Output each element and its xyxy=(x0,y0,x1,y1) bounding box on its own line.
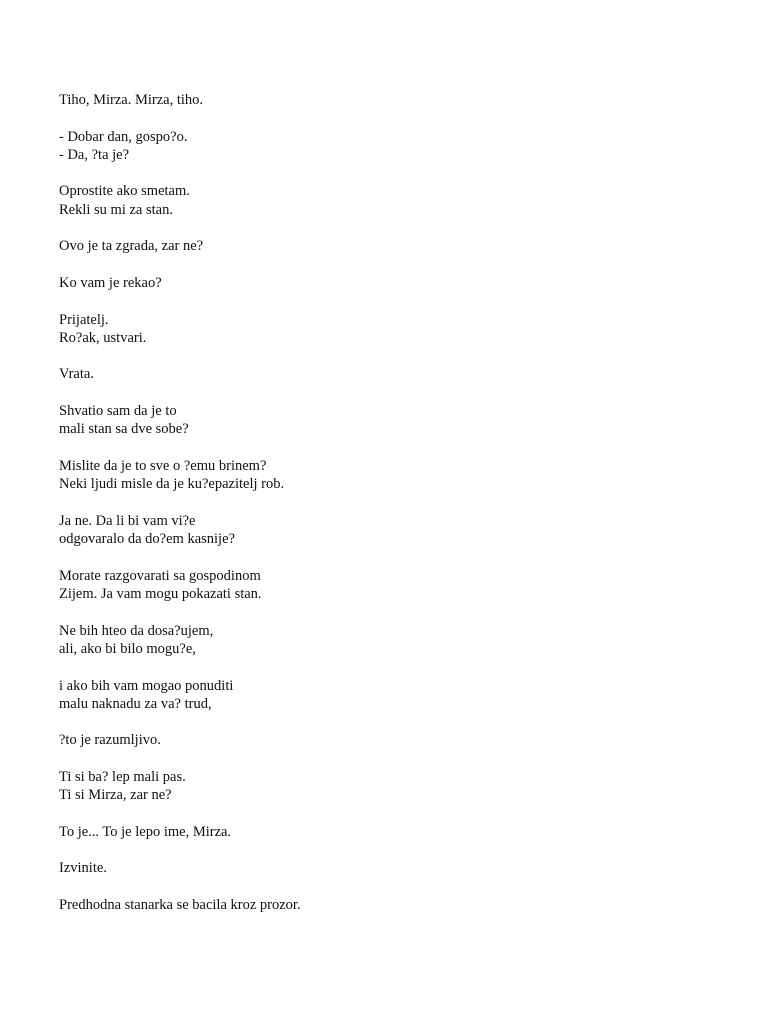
paragraph xyxy=(59,622,719,659)
paragraph xyxy=(59,677,719,714)
text-line: Izvinite. xyxy=(59,860,107,877)
text-line: Mislite da je to sve o ?emu brinem? xyxy=(59,457,267,474)
text-line: - Dobar dan, gospo?o. xyxy=(59,128,188,145)
paragraph xyxy=(59,182,719,219)
text-line: Ovo je ta zgrada, zar ne? xyxy=(59,238,204,255)
paragraph xyxy=(59,731,719,749)
paragraph xyxy=(59,274,719,292)
paragraph xyxy=(59,768,719,805)
text-line: Ti si Mirza, zar ne? xyxy=(59,787,172,804)
paragraph xyxy=(59,91,719,109)
paragraph xyxy=(59,402,719,439)
text-line: Rekli su mi za stan. xyxy=(59,201,173,218)
text-line: Morate razgovarati sa gospodinom xyxy=(59,567,261,584)
text-line: Ti si ba? lep mali pas. xyxy=(59,768,186,785)
text-line: ?to je razumljivo. xyxy=(59,732,161,749)
text-line: Neki ljudi misle da je ku?epazitelj rob. xyxy=(59,476,285,493)
text-line: ali, ako bi bilo mogu?e, xyxy=(59,640,196,657)
paragraph xyxy=(59,365,719,383)
paragraph xyxy=(59,859,719,877)
text-line: Ro?ak, ustvari. xyxy=(59,329,147,346)
paragraph xyxy=(59,567,719,604)
text-line: Tiho, Mirza. Mirza, tiho. xyxy=(59,92,204,108)
text-line: To je... To je lepo ime, Mirza. xyxy=(59,823,232,840)
text-line: Ne bih hteo da dosa?ujem, xyxy=(59,622,214,639)
text-line: Oprostite ako smetam. xyxy=(59,183,190,200)
paragraph xyxy=(59,512,719,549)
text-line: Ja ne. Da li bi vam vi?e xyxy=(59,512,196,529)
text-line: Shvatio sam da je to xyxy=(59,403,177,420)
paragraph xyxy=(59,457,719,494)
text-line: Prijatelj. xyxy=(59,311,109,328)
text-line: Predhodna stanarka se bacila kroz prozor. xyxy=(59,897,301,914)
text-line: - Da, ?ta je? xyxy=(59,146,130,163)
text-line: i ako bih vam mogao ponuditi xyxy=(59,677,234,694)
text-line: malu naknadu za va? trud, xyxy=(59,695,212,712)
text-line: Vrata. xyxy=(59,366,94,383)
paragraph xyxy=(59,311,719,348)
paragraph xyxy=(59,823,719,841)
document-page xyxy=(59,91,719,933)
paragraph xyxy=(59,128,719,165)
text-line: mali stan sa dve sobe? xyxy=(59,421,189,438)
paragraph xyxy=(59,896,719,914)
text-line: Ko vam je rekao? xyxy=(59,274,162,291)
text-line: odgovaralo da do?em kasnije? xyxy=(59,531,235,548)
text-line: Zijem. Ja vam mogu pokazati stan. xyxy=(59,586,262,603)
paragraph xyxy=(59,237,719,255)
